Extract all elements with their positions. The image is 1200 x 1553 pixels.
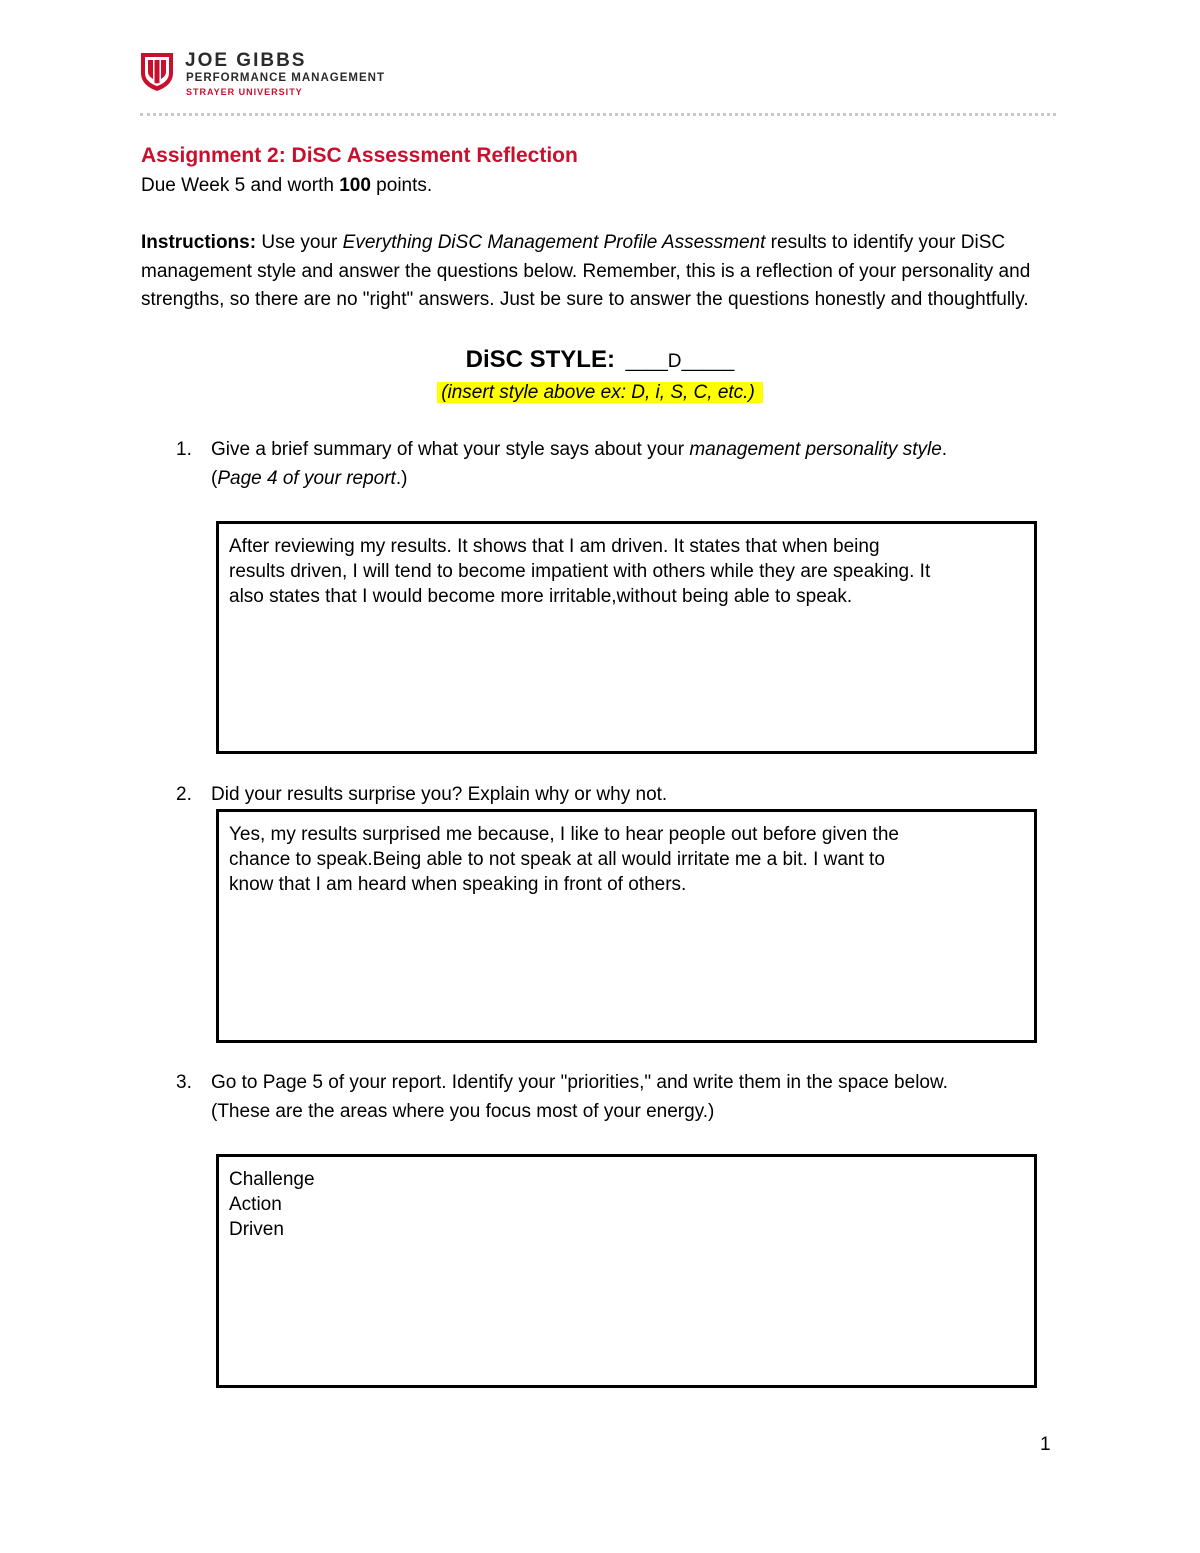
- q3-text-line2: (These are the areas where you focus most of your energy.): [211, 1100, 715, 1122]
- disc-style-note: (insert style above ex: D, i, S, C, etc.): [437, 382, 763, 403]
- question-text: [211, 1069, 1071, 1126]
- disc-style-label: DiSC STYLE:: [465, 346, 615, 373]
- answer-text-2: [219, 812, 1034, 907]
- q1-line2-italic: Page 4 of your report: [217, 467, 396, 489]
- q1-text-before: Give a brief summary of what your style says about your: [211, 439, 690, 460]
- instructions-assessment-title: Everything DiSC Management Profile Assessment: [342, 232, 766, 253]
- question-number: 2.: [176, 784, 192, 805]
- answer-line: Action: [229, 1194, 282, 1215]
- disc-style-line: [0, 344, 1200, 378]
- answer-line: results driven, I will tend to become impatient with others while they are speaking. It: [229, 561, 931, 582]
- q1-text-after: .: [941, 439, 948, 460]
- q1-line2-open: (: [211, 467, 218, 489]
- brand-subtitle: PERFORMANCE MANAGEMENT: [186, 72, 385, 84]
- logo-shield-icon: [140, 52, 174, 92]
- brand-name: JOE GIBBS: [185, 50, 307, 71]
- q1-line2-close: .): [395, 467, 408, 489]
- answer-box-3[interactable]: [216, 1154, 1037, 1388]
- page-number: 1: [1040, 1434, 1051, 1455]
- answer-line: also states that I would become more irritable,without being able to speak.: [229, 586, 853, 607]
- q3-text-line1: Go to Page 5 of your report. Identify your "priorities," and write them in the space below.: [211, 1072, 948, 1093]
- instructions-label: Instructions:: [141, 232, 257, 253]
- q1-text-italic: management personality style: [689, 439, 942, 460]
- due-points: 100: [339, 175, 371, 196]
- due-suffix: points.: [370, 175, 433, 196]
- answer-line: Yes, my results surprised me because, I like to hear people out before given the: [229, 824, 899, 845]
- disc-style-note-wrap: [0, 380, 1200, 406]
- header-divider: [140, 113, 1056, 116]
- question-text: [211, 436, 1071, 493]
- answer-box-1[interactable]: [216, 521, 1037, 754]
- instructions-paragraph: [141, 229, 1066, 315]
- question-text: Did your results surprise you? Explain why or why not.: [211, 784, 668, 805]
- answer-text-3: [219, 1157, 1034, 1252]
- due-prefix: Due Week 5 and worth: [141, 175, 340, 196]
- due-line: [141, 173, 432, 199]
- answer-line: After reviewing my results. It shows that I am driven. It states that when being: [229, 536, 880, 557]
- assignment-title: Assignment 2: DiSC Assessment Reflection: [141, 144, 578, 167]
- brand-university: STRAYER UNIVERSITY: [186, 87, 303, 97]
- instructions-text-before: Use your: [256, 232, 343, 253]
- answer-line: Driven: [229, 1219, 284, 1240]
- answer-line: know that I am heard when speaking in front of others.: [229, 874, 687, 895]
- disc-style-value[interactable]: ____D_____: [625, 351, 735, 372]
- answer-line: Challenge: [229, 1169, 315, 1190]
- question-number: 1.: [176, 439, 192, 460]
- answer-text-1: [219, 524, 1034, 619]
- answer-box-2[interactable]: [216, 809, 1037, 1043]
- answer-line: chance to speak.Being able to not speak at all would irritate me a bit. I want to: [229, 849, 885, 870]
- question-number: 3.: [176, 1072, 192, 1093]
- instructions-text-after: results to identify your DiSC management style and answer the questions below. Remember, this is a reflection of your personality and strengths, so there are no "right" answers. Just be sure to answer the questions honestly and thoughtfully.: [141, 232, 1031, 310]
